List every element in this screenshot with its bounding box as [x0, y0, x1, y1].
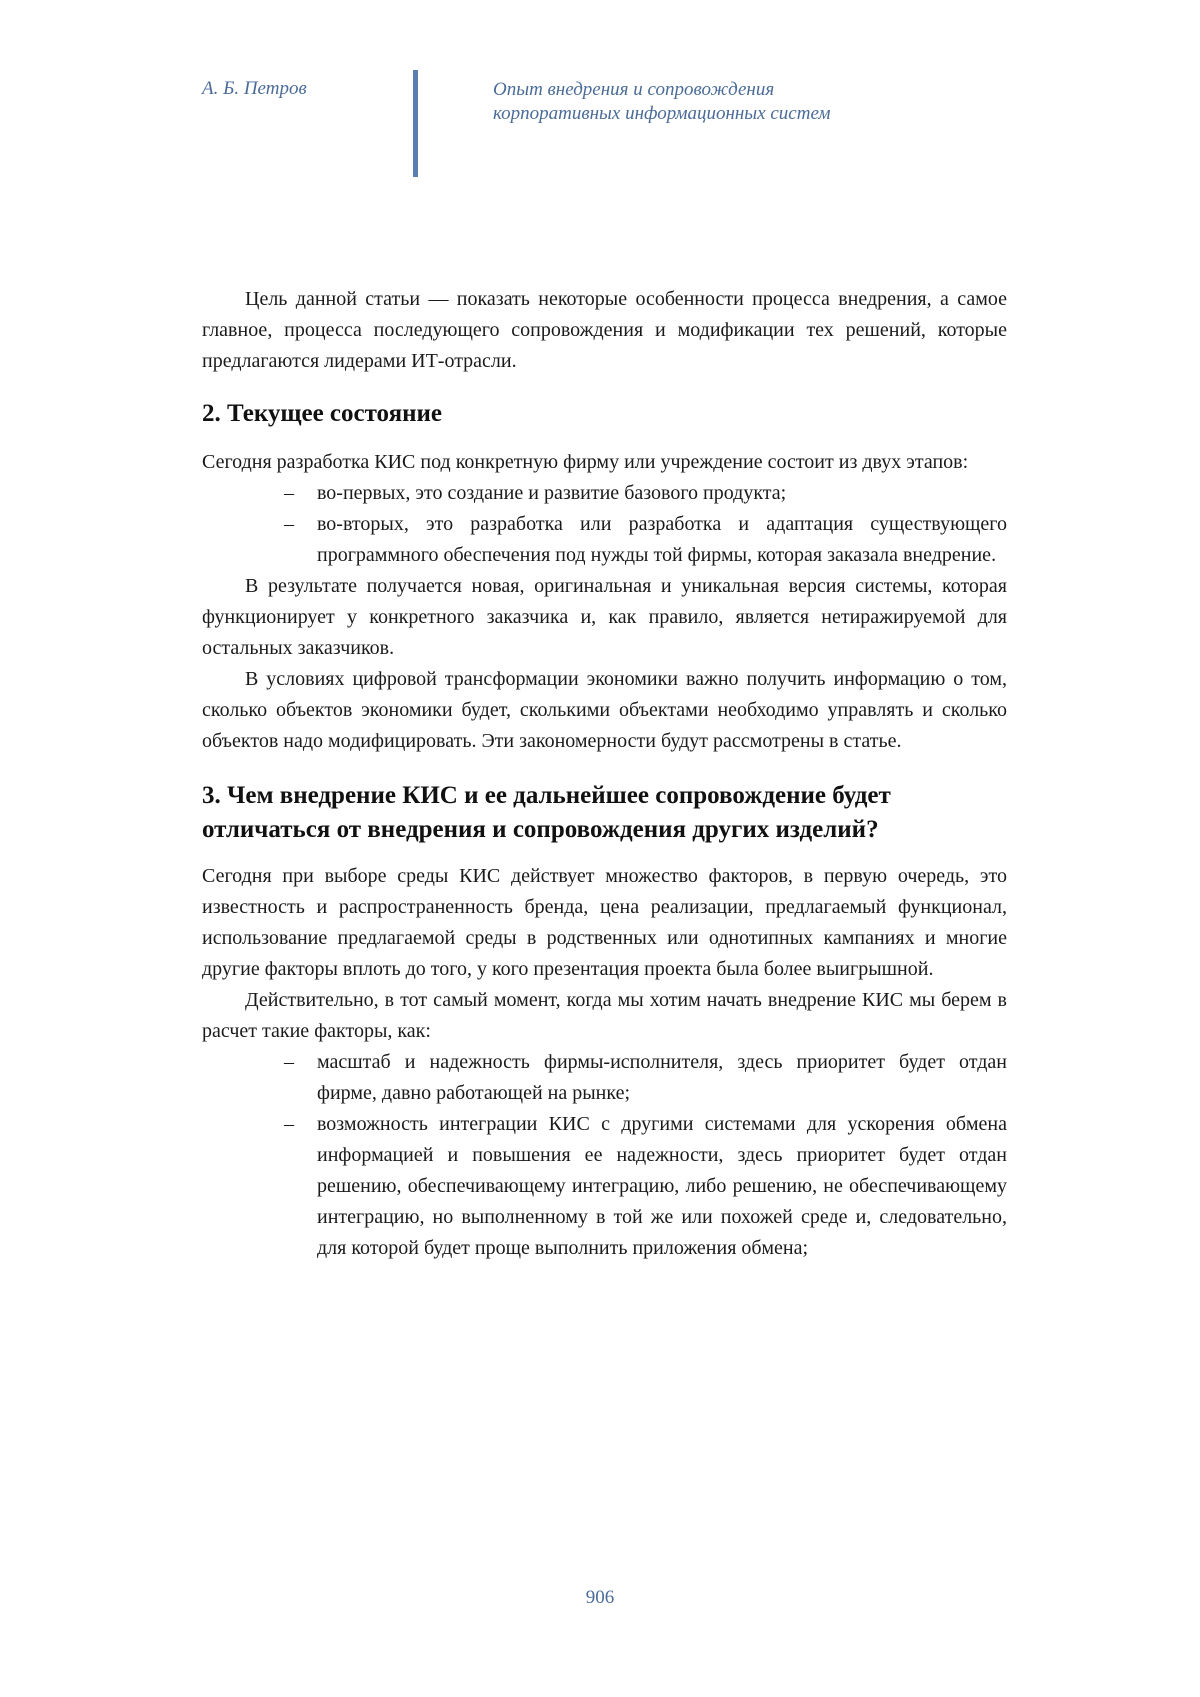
list-dash: – — [284, 478, 294, 509]
list-item — [202, 478, 1007, 509]
section-3-paragraph-2: Действительно, в тот самый момент, когда мы хотим начать внедрение КИС мы берем в расчет такие факторы, как: — [202, 985, 1007, 1047]
section-2-lead-paragraph: Сегодня разработка КИС под конкретную фирму или учреждение состоит из двух этапов: — [202, 447, 1007, 478]
list-dash: – — [284, 1109, 294, 1140]
header-divider — [413, 70, 418, 177]
list-dash: – — [284, 1047, 294, 1078]
running-header-title-line-2: корпоративных информационных систем — [493, 102, 831, 126]
running-header-title — [493, 78, 831, 126]
section-3-list — [202, 1047, 1007, 1264]
page-number: 906 — [0, 1587, 1200, 1609]
list-item-text: во-вторых, это разработка или разработка и адаптация существующего программного обеспечения под нужды той фирмы, которая заказала внедрение. — [317, 513, 1007, 566]
section-2-paragraph-1: В результате получается новая, оригинальная и уникальная версия системы, которая функционирует у конкретного заказчика и, как правило, является нетиражируемой для остальных заказчиков. — [202, 571, 1007, 664]
section-2-heading: 2. Текущее состояние — [202, 398, 1007, 430]
list-item-text: возможность интеграции КИС с другими системами для ускорения обмена информацией и повышения ее надежности, здесь приоритет будет отдан решению, обеспечивающему интеграцию, либо решению, не обеспечивающему интеграцию, но выполненному в той же или похожей среде и, следовательно, для которой будет проще выполнить приложения обмена; — [317, 1113, 1007, 1259]
list-item — [202, 1047, 1007, 1109]
list-item-text: масштаб и надежность фирмы-исполнителя, здесь приоритет будет отдан фирме, давно работающей на рынке; — [317, 1051, 1007, 1104]
list-item — [202, 1109, 1007, 1264]
running-header-author: А. Б. Петров — [202, 78, 307, 100]
section-3-heading: 3. Чем внедрение КИС и ее дальнейшее сопровождение будет отличаться от внедрения и сопровождения других изделий? — [202, 779, 1007, 847]
article-body — [202, 284, 1007, 1264]
section-2-paragraph-2: В условиях цифровой трансформации экономики важно получить информацию о том, сколько объектов экономики будет, сколькими объектами необходимо управлять и сколько объектов надо модифицировать. Эти закономерности будут рассмотрены в статье. — [202, 664, 1007, 757]
section-2-list — [202, 478, 1007, 571]
list-item-text: во-первых, это создание и развитие базового продукта; — [317, 482, 786, 504]
running-header-title-line-1: Опыт внедрения и сопровождения — [493, 78, 831, 102]
list-item — [202, 509, 1007, 571]
section-3-paragraph-1: Сегодня при выборе среды КИС действует множество факторов, в первую очередь, это известность и распространенность бренда, цена реализации, предлагаемый функционал, использование предлагаемой среды в родственных или однотипных кампаниях и многие другие факторы вплоть до того, у кого презентация проекта была более выигрышной. — [202, 861, 1007, 985]
list-dash: – — [284, 509, 294, 540]
intro-paragraph: Цель данной статьи — показать некоторые особенности процесса внедрения, а самое главное, процесса последующего сопровождения и модификации тех решений, которые предлагаются лидерами ИТ-отрасли. — [202, 284, 1007, 377]
